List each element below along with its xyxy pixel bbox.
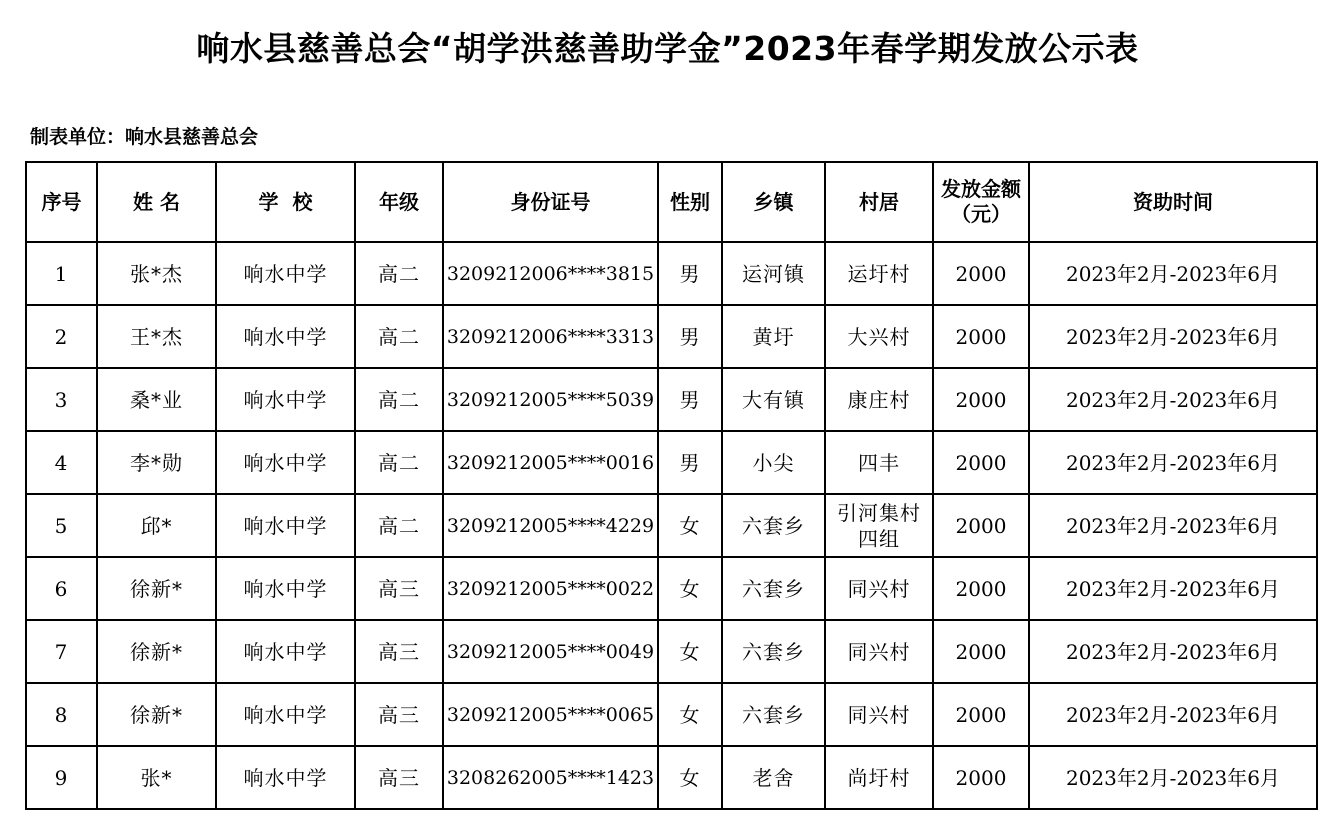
cell-period: 2023年2月-2023年6月 [1029, 431, 1317, 494]
header-grade: 年级 [355, 162, 443, 242]
cell-grade: 高三 [355, 557, 443, 620]
table-row [26, 305, 1317, 368]
cell-name: 徐新* [97, 683, 216, 746]
cell-village: 运圩村 [825, 242, 933, 305]
cell-grade: 高三 [355, 746, 443, 809]
cell-township: 大有镇 [722, 368, 825, 431]
table-row [26, 368, 1317, 431]
cell-grade: 高二 [355, 305, 443, 368]
cell-school: 响水中学 [216, 242, 355, 305]
header-township: 乡镇 [722, 162, 825, 242]
cell-period: 2023年2月-2023年6月 [1029, 683, 1317, 746]
cell-township: 六套乡 [722, 494, 825, 557]
cell-amount: 2000 [933, 368, 1029, 431]
cell-period: 2023年2月-2023年6月 [1029, 305, 1317, 368]
cell-village: 同兴村 [825, 683, 933, 746]
cell-village: 同兴村 [825, 557, 933, 620]
cell-name: 邱* [97, 494, 216, 557]
cell-village: 同兴村 [825, 620, 933, 683]
cell-seq: 3 [26, 368, 97, 431]
cell-id-number: 3209212005****0065 [443, 683, 658, 746]
table-row [26, 557, 1317, 620]
table-row [26, 242, 1317, 305]
cell-seq: 1 [26, 242, 97, 305]
cell-gender: 女 [658, 746, 722, 809]
cell-township: 六套乡 [722, 620, 825, 683]
cell-grade: 高二 [355, 368, 443, 431]
cell-period: 2023年2月-2023年6月 [1029, 368, 1317, 431]
cell-period: 2023年2月-2023年6月 [1029, 620, 1317, 683]
cell-village: 大兴村 [825, 305, 933, 368]
cell-amount: 2000 [933, 305, 1029, 368]
cell-id-number: 3209212006****3313 [443, 305, 658, 368]
cell-seq: 8 [26, 683, 97, 746]
issuing-unit-label: 制表单位：响水县慈善总会 [30, 126, 259, 148]
table-row [26, 683, 1317, 746]
cell-period: 2023年2月-2023年6月 [1029, 746, 1317, 809]
cell-grade: 高三 [355, 620, 443, 683]
cell-amount: 2000 [933, 746, 1029, 809]
scholarship-table [25, 161, 1318, 810]
cell-school: 响水中学 [216, 368, 355, 431]
cell-township: 老舍 [722, 746, 825, 809]
cell-township: 黄圩 [722, 305, 825, 368]
cell-id-number: 3209212005****4229 [443, 494, 658, 557]
cell-period: 2023年2月-2023年6月 [1029, 557, 1317, 620]
table-header-row [26, 162, 1317, 242]
cell-seq: 5 [26, 494, 97, 557]
header-school: 学 校 [216, 162, 355, 242]
header-amount: 发放金额（元） [933, 162, 1029, 242]
cell-gender: 女 [658, 620, 722, 683]
cell-gender: 女 [658, 557, 722, 620]
cell-grade: 高二 [355, 242, 443, 305]
cell-gender: 男 [658, 305, 722, 368]
cell-school: 响水中学 [216, 620, 355, 683]
table-row [26, 620, 1317, 683]
cell-seq: 7 [26, 620, 97, 683]
cell-amount: 2000 [933, 242, 1029, 305]
cell-seq: 4 [26, 431, 97, 494]
table-row [26, 431, 1317, 494]
cell-township: 六套乡 [722, 557, 825, 620]
header-id-number: 身份证号 [443, 162, 658, 242]
cell-amount: 2000 [933, 494, 1029, 557]
cell-grade: 高二 [355, 494, 443, 557]
cell-grade: 高三 [355, 683, 443, 746]
cell-gender: 男 [658, 242, 722, 305]
cell-village: 四丰 [825, 431, 933, 494]
cell-village: 尚圩村 [825, 746, 933, 809]
header-seq: 序号 [26, 162, 97, 242]
cell-id-number: 3209212006****3815 [443, 242, 658, 305]
cell-school: 响水中学 [216, 494, 355, 557]
header-period: 资助时间 [1029, 162, 1317, 242]
cell-amount: 2000 [933, 431, 1029, 494]
cell-village: 引河集村四组 [825, 494, 933, 557]
cell-name: 李*勋 [97, 431, 216, 494]
cell-period: 2023年2月-2023年6月 [1029, 494, 1317, 557]
cell-seq: 2 [26, 305, 97, 368]
cell-school: 响水中学 [216, 746, 355, 809]
cell-name: 王*杰 [97, 305, 216, 368]
cell-name: 张* [97, 746, 216, 809]
header-village: 村居 [825, 162, 933, 242]
page-title: 响水县慈善总会“胡学洪慈善助学金”2023年春学期发放公示表 [196, 29, 1139, 68]
cell-gender: 女 [658, 683, 722, 746]
cell-school: 响水中学 [216, 683, 355, 746]
cell-id-number: 3209212005****0022 [443, 557, 658, 620]
cell-id-number: 3209212005****0016 [443, 431, 658, 494]
cell-village: 康庄村 [825, 368, 933, 431]
cell-grade: 高二 [355, 431, 443, 494]
cell-school: 响水中学 [216, 431, 355, 494]
cell-seq: 9 [26, 746, 97, 809]
cell-school: 响水中学 [216, 557, 355, 620]
cell-name: 徐新* [97, 557, 216, 620]
header-name: 姓 名 [97, 162, 216, 242]
cell-name: 张*杰 [97, 242, 216, 305]
cell-amount: 2000 [933, 557, 1029, 620]
cell-gender: 女 [658, 494, 722, 557]
cell-township: 六套乡 [722, 683, 825, 746]
cell-township: 小尖 [722, 431, 825, 494]
cell-amount: 2000 [933, 620, 1029, 683]
table-row [26, 746, 1317, 809]
cell-amount: 2000 [933, 683, 1029, 746]
cell-id-number: 3209212005****0049 [443, 620, 658, 683]
cell-period: 2023年2月-2023年6月 [1029, 242, 1317, 305]
cell-name: 徐新* [97, 620, 216, 683]
cell-gender: 男 [658, 431, 722, 494]
cell-gender: 男 [658, 368, 722, 431]
cell-id-number: 3208262005****1423 [443, 746, 658, 809]
cell-name: 桑*业 [97, 368, 216, 431]
table-row [26, 494, 1317, 557]
header-gender: 性别 [658, 162, 722, 242]
cell-id-number: 3209212005****5039 [443, 368, 658, 431]
cell-seq: 6 [26, 557, 97, 620]
cell-school: 响水中学 [216, 305, 355, 368]
cell-township: 运河镇 [722, 242, 825, 305]
